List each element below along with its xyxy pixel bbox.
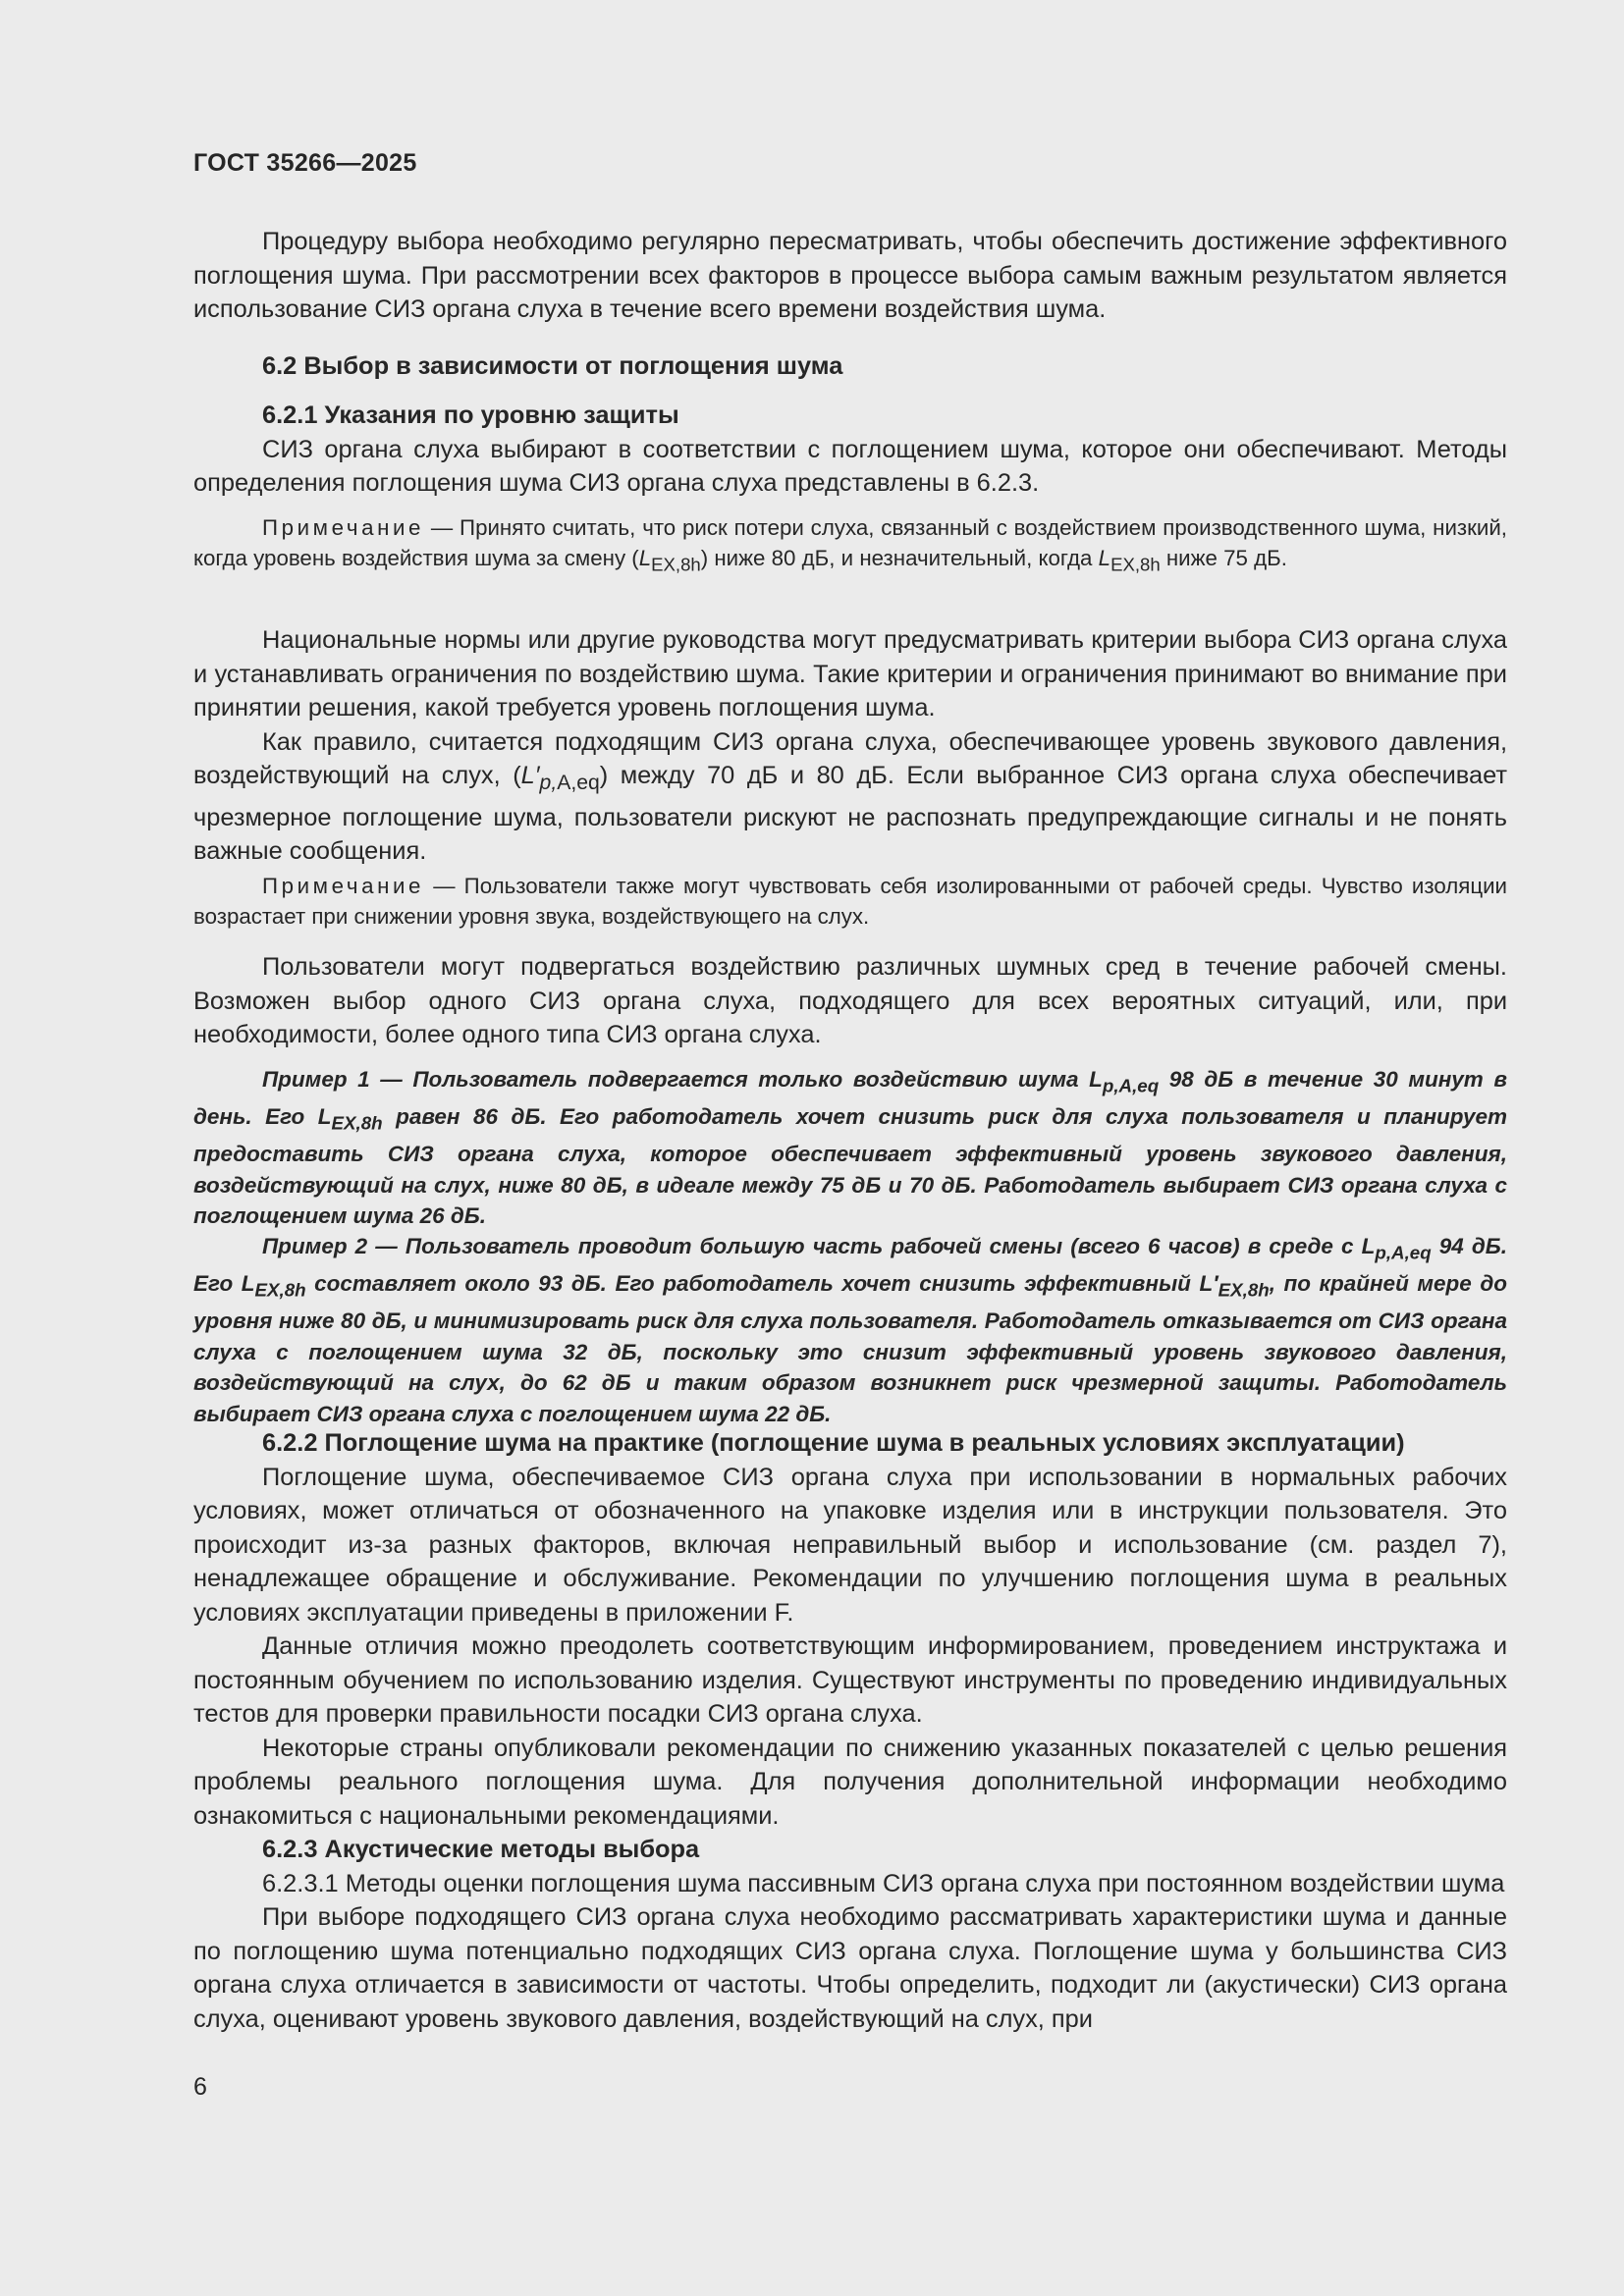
example-2-block xyxy=(193,1231,1507,1429)
section-6-2-heading-block xyxy=(193,349,1507,384)
page-number: 6 xyxy=(193,2073,207,2101)
block-users xyxy=(193,950,1507,1052)
heading-6-2: 6.2 Выбор в зависимости от поглощения шума xyxy=(262,352,843,380)
paragraph-6-2-3-1: 6.2.3.1 Методы оценки поглощения шума пассивным СИЗ органа слуха при постоянном воздействии шума xyxy=(262,1869,1505,1897)
block-intro xyxy=(193,225,1507,327)
heading-6-2-3: 6.2.3 Акустические методы выбора xyxy=(262,1836,700,1863)
example-1: Пример 1 — Пользователь подвергается только воздействию шума $L_{p,A,eq}$ 98 дБ в течение 30 минут в день. Его $L_{EX,8h}$ равен 86 дБ. Его работодатель хочет снизить риск для слуха пользователя и планирует предоставить СИЗ органа слуха, которое обеспечивает эффективный уровень звукового давления, воздействующий на слух, ниже 80 дБ, в идеале между 75 дБ и 70 дБ. Работодатель выбирает СИЗ органа слуха с поглощением шума 26 дБ. xyxy=(193,1067,1507,1228)
paragraph-selection: При выборе подходящего СИЗ органа слуха необходимо рассматривать характеристики шума и данные по поглощению шума потенциально подходящих СИЗ органа слуха. Поглощение шума у большинства СИЗ органа слуха отличается в зависимости от частоты. Чтобы определить, подходит ли (акустически) СИЗ органа слуха, оценивают уровень звукового давления, воздействующий на слух, при xyxy=(193,1903,1507,2033)
heading-6-2-2: 6.2.2 Поглощение шума на практике (поглощение шума в реальных условиях эксплуатации) xyxy=(262,1429,1405,1457)
paragraph-6-2-2-b: Данные отличия можно преодолеть соответствующим информированием, проведением инструктажа и постоянным обучением по использованию изделия. Существуют инструменты по проведению индивидуальных тестов для проверки правильности посадки СИЗ органа слуха. xyxy=(193,1632,1507,1728)
paragraph-national-norms: Национальные нормы или другие руководства могут предусматривать критерии выбора СИЗ органа слуха и устанавливать ограничения по воздействию шума. Такие критерии и ограничения принимают во внимание при принятии решения, какой требуется уровень поглощения шума. xyxy=(193,626,1507,721)
heading-6-2-1: 6.2.1 Указания по уровню защиты xyxy=(262,401,679,429)
section-6-2-2 xyxy=(193,1426,1507,2036)
note-2-label: Примечание xyxy=(262,874,425,898)
paragraph-intro: Процедуру выбора необходимо регулярно пересматривать, чтобы обеспечить достижение эффективного поглощения шума. При рассмотрении всех факторов в процессе выбора самым важным результатом является использование СИЗ органа слуха в течение всего времени воздействия шума. xyxy=(193,228,1507,323)
note-2: Примечание — Пользователи также могут чувствовать себя изолированными от рабочей среды. Чувство изоляции возрастает при снижении уровня звука, воздействующего на слух. xyxy=(193,874,1507,929)
note-2-block xyxy=(193,871,1507,932)
note-1: Примечание — Принято считать, что риск потери слуха, связанный с воздействием производственного шума, низкий, когда уровень воздействия шума за смену $(L_{EX,8h})$ ниже 80 дБ, и незначительный, когда $L_{EX,8h}$ ниже 75 дБ. xyxy=(193,515,1507,575)
section-6-2-1 xyxy=(193,399,1507,501)
note-1-block xyxy=(193,512,1507,579)
paragraph-6-2-2-c: Некоторые страны опубликовали рекомендации по снижению указанных показателей с целью решения проблемы реального поглощения шума. Для получения дополнительной информации необходимо ознакомиться с национальными рекомендациями. xyxy=(193,1734,1507,1830)
block-national xyxy=(193,623,1507,869)
note-1-label: Примечание xyxy=(262,515,425,540)
document-header: ГОСТ 35266—2025 xyxy=(193,149,417,177)
paragraph-rule: Как правило, считается подходящим СИЗ органа слуха, обеспечивающее уровень звукового давления, воздействующий на слух, $(L'_{p,A,eq})$ между 70 дБ и 80 дБ. Если выбранное СИЗ органа слуха обеспечивает чрезмерное поглощение шума, пользователи рискуют не распознать предупреждающие сигналы и не понять важные сообщения. xyxy=(193,727,1507,866)
example-2: Пример 2 — Пользователь проводит большую часть рабочей смены (всего 6 часов) в среде с $L_{p,A,eq}$ 94 дБ. Его $L_{EX,8h}$ составляет около 93 дБ. Его работодатель хочет снизить эффективный $L'_{EX,8h}$, по крайней мере до уровня ниже 80 дБ, и минимизировать риск для слуха пользователя. Работодатель отказывается от СИЗ органа слуха с поглощением шума 32 дБ, поскольку это снизит эффективный уровень звукового давления, воздействующий на слух, до 62 дБ и таким образом возникнет риск чрезмерной защиты. Работодатель выбирает СИЗ органа слуха с поглощением шума 22 дБ. xyxy=(193,1234,1507,1426)
paragraph-users: Пользователи могут подвергаться воздействию различных шумных сред в течение рабочей смены. Возможен выбор одного СИЗ органа слуха, подходящего для всех вероятных ситуаций, или, при необходимости, более одного типа СИЗ органа слуха. xyxy=(193,953,1507,1048)
example-1-block xyxy=(193,1064,1507,1232)
paragraph-6-2-1: СИЗ органа слуха выбирают в соответствии с поглощением шума, которое они обеспечивают. Методы определения поглощения шума СИЗ органа слуха представлены в 6.2.3. xyxy=(193,435,1507,497)
paragraph-6-2-2-a: Поглощение шума, обеспечиваемое СИЗ органа слуха при использовании в нормальных рабочих условиях, может отличаться от обозначенного на упаковке изделия или в инструкции пользователя. Это происходит из-за разных факторов, включая неправильный выбор и использование (см. раздел 7), ненадлежащее обращение и обслуживание. Рекомендации по улучшению поглощения шума в реальных условиях эксплуатации приведены в приложении F. xyxy=(193,1463,1507,1627)
